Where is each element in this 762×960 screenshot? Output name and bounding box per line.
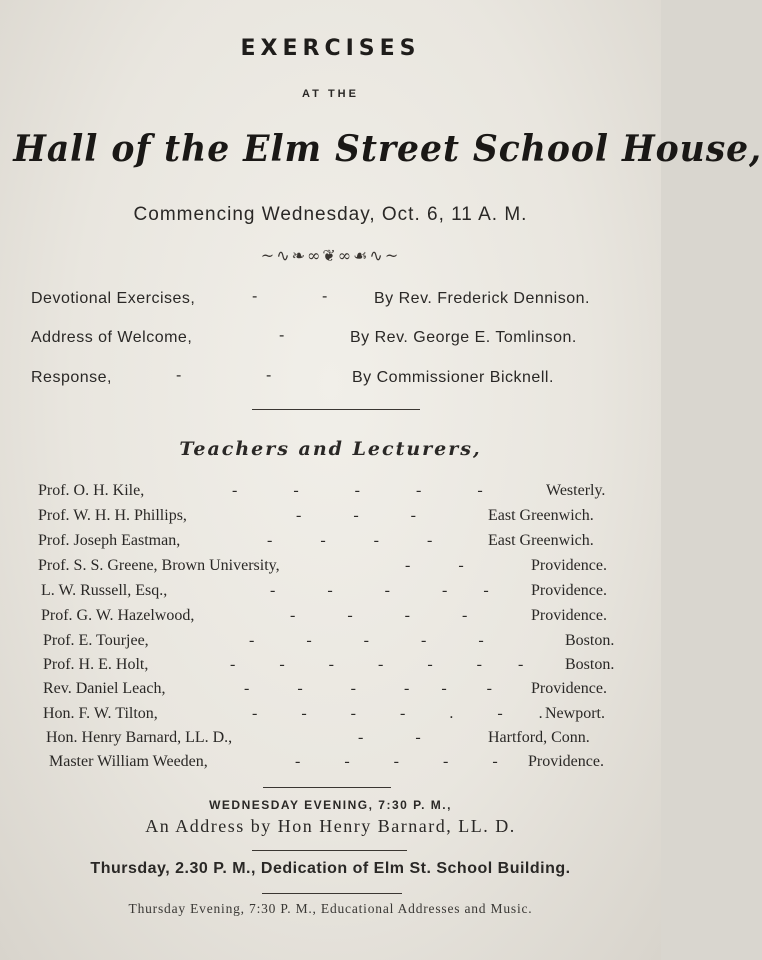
page-title: EXERCISES (240, 36, 421, 61)
leader-dash: - (252, 288, 258, 305)
leader-dash: - (279, 327, 285, 344)
teacher-name: Hon. Henry Barnard, LL. D., (46, 729, 233, 746)
program-by: By Commissioner Bicknell. (352, 369, 554, 386)
teacher-place: Westerly. (546, 482, 606, 499)
teacher-name: Prof. O. H. Kile, (38, 482, 145, 499)
leader-dashes: - - - - (267, 532, 433, 549)
section-divider (252, 850, 407, 851)
leader-dashes: - - - - - - (244, 680, 492, 697)
teacher-place: Providence. (531, 557, 607, 574)
teacher-name: Prof. H. E. Holt, (43, 656, 149, 673)
ornament-divider: ~∿❧∞❦∞☙∿~ (260, 246, 401, 265)
teacher-place: Newport. (545, 705, 605, 722)
leader-dash: - (266, 367, 272, 384)
leader-dashes: - - - - - - - (230, 656, 524, 673)
leader-dashes: - - - - - (295, 753, 498, 770)
teacher-place: Boston. (565, 656, 615, 673)
teacher-name: Rev. Daniel Leach, (43, 680, 166, 697)
teacher-place: Providence. (531, 607, 607, 624)
leader-dashes: - - - - - (270, 582, 489, 599)
program-label: Devotional Exercises, (31, 290, 196, 307)
teacher-name: Prof. G. W. Hazelwood, (41, 607, 195, 624)
teacher-name: Prof. Joseph Eastman, (38, 532, 181, 549)
leader-dashes: - - - - - (249, 632, 484, 649)
leader-dashes: - - - (296, 507, 416, 524)
thursday-dedication: Thursday, 2.30 P. M., Dedication of Elm St. School Building. (90, 860, 571, 877)
leader-dashes: - - - - . - . (252, 705, 543, 722)
section-divider (252, 409, 420, 410)
wednesday-evening-time: WEDNESDAY EVENING, 7:30 P. M., (209, 798, 452, 812)
teacher-name: Prof. E. Tourjee, (43, 632, 149, 649)
program-label: Address of Welcome, (31, 329, 193, 346)
wednesday-evening-address: An Address by Hon Henry Barnard, LL. D. (145, 816, 516, 836)
venue-heading: Hall of the Elm Street School House, (13, 128, 762, 170)
leader-dashes: - - (405, 557, 464, 574)
program-label: Response, (31, 369, 112, 386)
teacher-place: East Greenwich. (488, 507, 594, 524)
teacher-name: Hon. F. W. Tilton, (43, 705, 158, 722)
teacher-name: Prof. S. S. Greene, Brown University, (38, 557, 280, 574)
thursday-evening: Thursday Evening, 7:30 P. M., Educational Addresses and Music. (128, 901, 533, 916)
teacher-name: Prof. W. H. H. Phillips, (38, 507, 187, 524)
teacher-place: Boston. (565, 632, 615, 649)
teacher-place: Providence. (531, 582, 607, 599)
teacher-name: Master William Weeden, (49, 753, 208, 770)
section-divider (263, 787, 391, 788)
teacher-place: Providence. (528, 753, 604, 770)
leader-dash: - (322, 288, 328, 305)
section-divider (262, 893, 402, 894)
program-by: By Rev. George E. Tomlinson. (350, 329, 577, 346)
teacher-name: L. W. Russell, Esq., (41, 582, 168, 599)
leader-dashes: - - - - - (232, 482, 483, 499)
commencing-date: Commencing Wednesday, Oct. 6, 11 A. M. (133, 204, 528, 225)
teacher-place: Hartford, Conn. (488, 729, 590, 746)
teacher-place: Providence. (531, 680, 607, 697)
leader-dashes: - - - - (290, 607, 468, 624)
teachers-heading: Teachers and Lecturers, (179, 438, 482, 460)
teacher-place: East Greenwich. (488, 532, 594, 549)
leader-dashes: - - (358, 729, 421, 746)
leader-dash: - (176, 367, 182, 384)
at-the-caption: AT THE (302, 88, 359, 100)
program-by: By Rev. Frederick Dennison. (374, 290, 590, 307)
